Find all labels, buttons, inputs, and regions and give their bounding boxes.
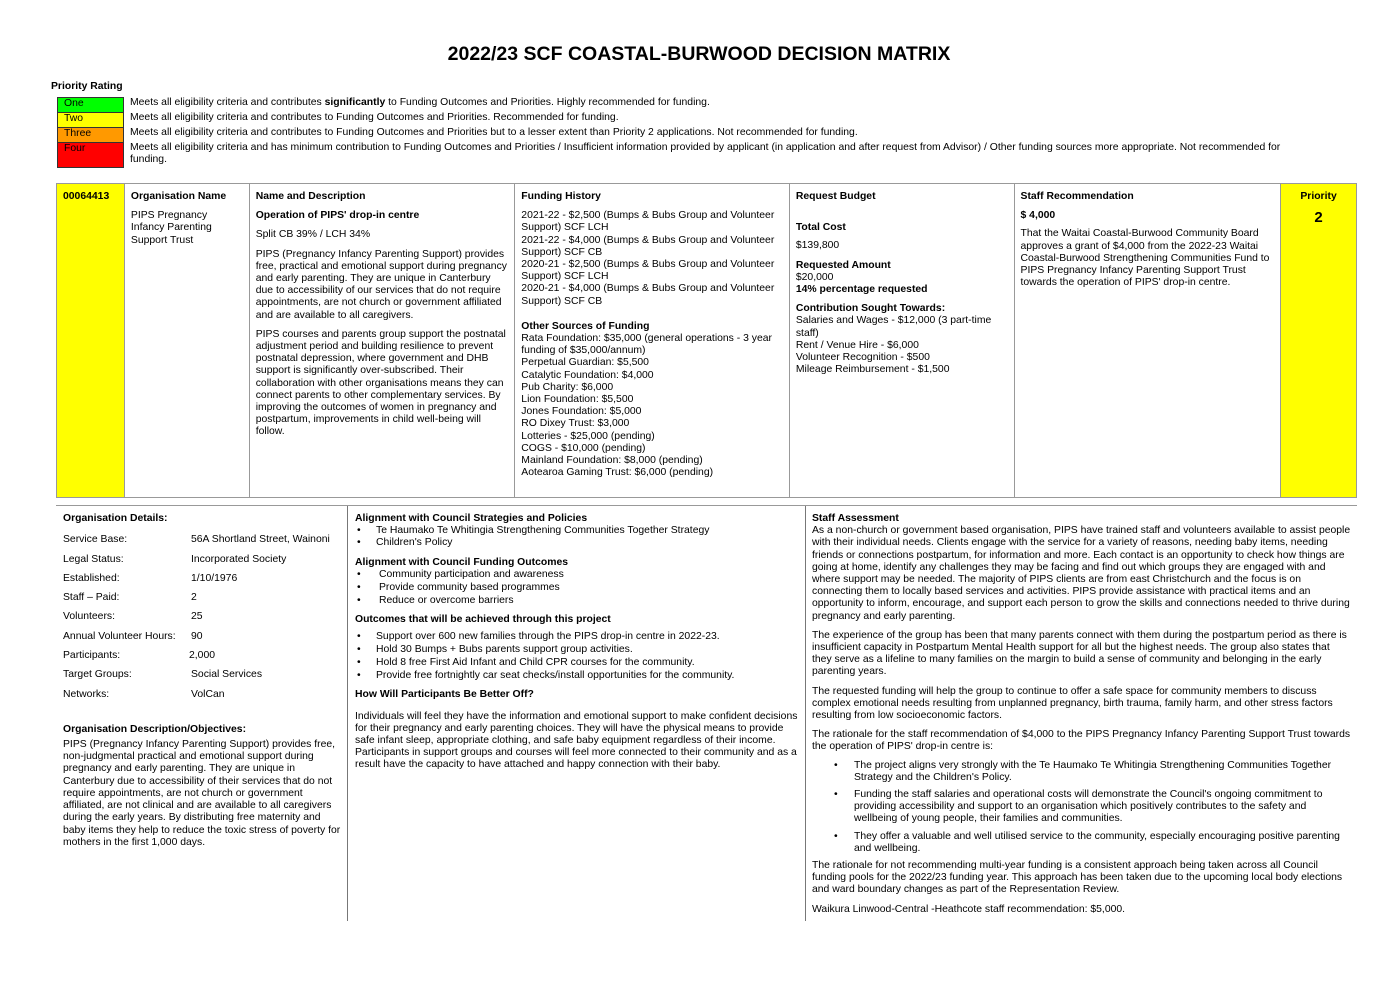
- detail-label: Legal Status:: [63, 553, 124, 565]
- name-description-cell: [250, 184, 516, 497]
- detail-value: 25: [191, 611, 203, 623]
- other-source-item: Catalytic Foundation: $4,000: [521, 369, 654, 381]
- list-item: • Support over 600 new families through the PIPS drop-in centre in 2022-23.: [355, 631, 799, 643]
- organisation-name-cell: [125, 184, 250, 497]
- list-item: • Children's Policy: [355, 537, 799, 549]
- project-description-2: PIPS courses and parents group support the postnatal adjustment period and building resilience to prevent postnatal depression, where government and DHB support is significantly over-subscribed. Their collaboration with other organisations means they can connect parents to other complementary services. By improving the outcomes of women in pregnancy and postpartum, improvements in child well-being will follow.: [255, 328, 506, 438]
- detail-value: 56A Shortland Street, Wainoni: [191, 534, 330, 546]
- legend-text-three: Meets all eligibility criteria and contributes to Funding Outcomes and Priorities but to a lesser extent than Priority 2 applications. Not recommended for funding.: [130, 127, 858, 138]
- alignment-column: [348, 506, 806, 921]
- detail-label: Participants:: [63, 649, 121, 661]
- list-item: • Te Haumako Te Whitingia Strengthening Communities Together Strategy: [355, 525, 799, 537]
- staff-recommendation-text: That the Waitai Coastal-Burwood Community Board approves a grant of $4,000 from the 2022-23 Waitai Coastal-Burwood Strengthening Communities Fund to PIPS Pregnancy Infancy Parenting Support Trust towards the operation of PIPS' drop-in centre.: [1020, 228, 1270, 289]
- other-source-item: Aotearoa Gaming Trust: $6,000 (pending): [521, 467, 714, 479]
- other-source-item: Perpetual Guardian: $5,500: [521, 357, 649, 369]
- request-budget-header: Request Budget: [795, 191, 876, 202]
- other-source-item: Mainland Foundation: $8,000 (pending): [521, 455, 703, 467]
- detail-row: [63, 669, 341, 688]
- funding-history-cell: [515, 184, 790, 497]
- detail-row: [63, 689, 341, 708]
- detail-label: Volunteers:: [63, 611, 115, 623]
- list-item: • Provide free fortnightly car seat checks/install opportunities for the community.: [355, 670, 799, 682]
- legend-color-one: One: [57, 97, 124, 112]
- contribution-item: Rent / Venue Hire - $6,000: [795, 339, 919, 351]
- list-item: • Provide community based programmes: [355, 582, 799, 594]
- legend-text-two: Meets all eligibility criteria and contributes to Funding Outcomes and Priorities. Recommended for funding.: [130, 112, 619, 123]
- funding-history-header: Funding History: [521, 191, 601, 202]
- legend-row-three: [57, 127, 1317, 142]
- rationale-list: [812, 760, 1351, 855]
- priority-header: Priority: [1300, 191, 1337, 202]
- legend-color-four: Four: [57, 142, 124, 168]
- legend-row-two: [57, 112, 1317, 127]
- assessment-paragraph: The experience of the group has been that many parents connect with them during the postpartum period as there is insufficient capacity in Postpartum Mental Health support for all but the highest needs. The group also states that they serve as a lifeline to many families on the margin to build a sense of community and belonging in the early parenting years.: [812, 629, 1347, 678]
- detail-value: 90: [191, 630, 203, 642]
- list-item: • Community participation and awareness: [355, 569, 799, 581]
- detail-label: Annual Volunteer Hours:: [63, 630, 176, 642]
- legend-color-three: Three: [57, 127, 124, 142]
- list-item: • Reduce or overcome barriers: [355, 595, 799, 607]
- project-description-1: PIPS (Pregnancy Infancy Parenting Support) provides free, practical and emotional support during pregnancy and early parenting. They are unique in Canterbury due to accessibility of our services that do not require appointments, are not church or government affiliated and are available to all caregivers.: [255, 248, 507, 321]
- detail-label: Staff – Paid:: [63, 592, 120, 604]
- staff-assessment-column: [806, 506, 1357, 921]
- contribution-header: Contribution Sought Towards:: [795, 303, 946, 315]
- contribution-item: Salaries and Wages - $12,000 (3 part-time staff): [795, 315, 992, 339]
- detail-label: Established:: [63, 572, 120, 584]
- assessment-paragraph: As a non-church or government based organisation, PIPS have trained staff and volunteers available to assist people with their individual needs. Clients engage with the service for a variety of reasons, needing baby items, needing friends or connections postpartum, for information and more. Each contact is an opportunity to check how things are going at home, identify any challenges they may be facing and find out which groups they are engaged with and where support may be needed. The majority of PIPS clients are from east Christchurch and the focus is on connecting them to locally based services and activities. PIPS provide assistance with practical items and an opportunity to inform, encourage, and support each person to grow the skills and connections needed to thrive during pregnancy and early parenting.: [812, 525, 1351, 622]
- detail-label: Networks:: [63, 688, 110, 700]
- detail-row: [63, 554, 341, 573]
- funding-history-item: 2021-22 - $4,000 (Bumps & Bubs Group and Volunteer Support) SCF CB: [521, 234, 775, 258]
- list-item: • They offer a valuable and well utilised service to the community, especially encouraging positive parenting and wellbeing.: [812, 831, 1351, 855]
- list-item: • Funding the staff salaries and operational costs will demonstrate the Council's ongoing commitment to providing accessibility and support to an organisation which positively contributes to the safety and wellbeing of young people, their families and communities.: [812, 789, 1351, 826]
- details-section: [56, 505, 1357, 921]
- assessment-paragraph: Waikura Linwood-Central -Heathcote staff recommendation: $5,000.: [812, 903, 1126, 915]
- better-off-text: Individuals will feel they have the information and emotional support to make confident decisions for their pregnancy and early parenting choices. They will have the physical means to provide safe infant sleep, appropriate clothing, and safe baby equipment regardless of their income. Participants in support groups and courses will feel more connected to their community and as a result have the capacity to have attached and happy connection with their baby.: [355, 710, 798, 771]
- requested-amount-value: $20,000: [795, 271, 834, 283]
- priority-cell: [1281, 184, 1356, 497]
- other-source-item: Jones Foundation: $5,000: [521, 406, 642, 418]
- legend-text-one: Meets all eligibility criteria and contributes significantly to Funding Outcomes and Priorities. Highly recommended for funding.: [130, 97, 710, 108]
- organisation-description: PIPS (Pregnancy Infancy Parenting Support) provides free, non-judgmental practical and emotional support during pregnancy and early parenting. They are unique in Canterbury due to accessibility of their services that do not require appointments, are not church or government affiliated, are not clinical and are available to all caregivers during the early years. By distributing free maternity and baby items they help to reduce the toxic stress of poverty for mothers in the first 1,000 days.: [63, 739, 341, 848]
- assessment-paragraph: The rationale for the staff recommendation of $4,000 to the PIPS Pregnancy Infancy Parenting Support Trust towards the operation of PIPS' drop-in centre is:: [812, 729, 1351, 753]
- priority-legend: [57, 97, 1317, 168]
- detail-value: Incorporated Society: [191, 553, 287, 565]
- requested-amount-label: Requested Amount: [795, 259, 891, 271]
- achieve-header: Outcomes that will be achieved through this project: [355, 614, 611, 626]
- detail-label: Target Groups:: [63, 669, 132, 681]
- detail-value: Social Services: [191, 669, 263, 681]
- list-item: • The project aligns very strongly with the Te Haumako Te Whitingia Strengthening Communities Together Strategy and the Children's Policy.: [812, 760, 1351, 784]
- legend-row-four: [57, 142, 1317, 168]
- staff-recommendation-cell: [1015, 184, 1282, 497]
- detail-label: Service Base:: [63, 534, 128, 546]
- staff-recommendation-header: Staff Recommendation: [1020, 191, 1134, 202]
- organisation-name-header: Organisation Name: [130, 191, 227, 202]
- detail-value: 2,000: [189, 649, 216, 661]
- list-item: • Hold 8 free First Aid Infant and Child CPR courses for the community.: [355, 657, 799, 669]
- funding-history-item: 2021-22 - $2,500 (Bumps & Bubs Group and Volunteer Support) SCF LCH: [521, 210, 775, 234]
- funding-split: Split CB 39% / LCH 34%: [255, 229, 371, 241]
- priority-value: 2: [1314, 209, 1323, 227]
- detail-row: [63, 592, 341, 611]
- staff-assessment-header: Staff Assessment: [812, 513, 899, 524]
- contribution-item: Mileage Reimbursement - $1,500: [795, 364, 950, 376]
- other-source-item: Rata Foundation: $35,000 (general operations - 3 year funding of $35,000/annum): [521, 333, 772, 357]
- other-source-item: Lion Foundation: $5,500: [521, 394, 634, 406]
- legend-text-four: Meets all eligibility criteria and has minimum contribution to Funding Outcomes and Priorities / Insufficient information provided by applicant (in application and after request from Advisor) / Other funding sources more appropriate. Not recommended for funding.: [130, 142, 1281, 166]
- total-cost-value: $139,800: [795, 240, 840, 252]
- detail-row: [63, 631, 341, 650]
- staff-recommendation-amount: $ 4,000: [1020, 210, 1056, 222]
- organisation-name: PIPS Pregnancy Infancy Parenting Support Trust: [130, 210, 212, 246]
- assessment-paragraph: The rationale for not recommending multi-year funding is a consistent approach being taken across all Council funding pools for the 2022/23 funding year. This approach has been taken due to the upcoming local body elections and ward boundary changes as part of the Representation Review.: [812, 860, 1343, 896]
- organisation-details-column: [56, 506, 348, 921]
- request-budget-cell: [790, 184, 1015, 497]
- detail-row: [63, 534, 341, 553]
- detail-row: [63, 650, 341, 669]
- funding-history-item: 2020-21 - $4,000 (Bumps & Bubs Group and Volunteer Support) SCF CB: [521, 283, 775, 307]
- strategies-header: Alignment with Council Strategies and Policies: [355, 513, 588, 524]
- detail-value: 1/10/1976: [191, 572, 238, 584]
- percentage-requested: 14% percentage requested: [795, 284, 928, 296]
- other-source-item: RO Dixey Trust: $3,000: [521, 418, 630, 430]
- total-cost-label: Total Cost: [795, 222, 846, 234]
- other-source-item: Pub Charity: $6,000: [521, 381, 614, 393]
- name-description-header: Name and Description: [255, 191, 366, 202]
- funding-outcomes-header: Alignment with Council Funding Outcomes: [355, 556, 568, 568]
- detail-row: [63, 573, 341, 592]
- list-item: • Hold 30 Bumps + Bubs parents support group activities.: [355, 644, 799, 656]
- funding-history-item: 2020-21 - $2,500 (Bumps & Bubs Group and Volunteer Support) SCF LCH: [521, 259, 775, 283]
- other-source-item: Lotteries - $25,000 (pending): [521, 430, 655, 442]
- achieve-list: [355, 631, 799, 683]
- priority-rating-heading: Priority Rating: [51, 81, 123, 92]
- application-summary-table: [56, 183, 1357, 498]
- application-id-cell: [57, 184, 125, 497]
- detail-value: 2: [191, 592, 197, 604]
- strategies-list: [355, 525, 799, 549]
- project-title: Operation of PIPS' drop-in centre: [255, 210, 420, 222]
- other-source-item: COGS - $10,000 (pending): [521, 442, 646, 454]
- detail-row: [63, 611, 341, 630]
- better-off-header: How Will Participants Be Better Off?: [355, 689, 534, 701]
- organisation-details-header: Organisation Details:: [63, 513, 168, 524]
- other-sources-header: Other Sources of Funding: [521, 320, 650, 332]
- assessment-paragraph: The requested funding will help the group to continue to offer a safe space for community members to discuss complex emotional needs resulting from unplanned pregnancy, birth trauma, family harm, and other stress factors resulting from low socioeconomic factors.: [812, 685, 1333, 722]
- legend-color-two: Two: [57, 112, 124, 127]
- page-title: 2022/23 SCF COASTAL-BURWOOD DECISION MATRIX: [447, 43, 951, 65]
- detail-value: VolCan: [191, 688, 225, 700]
- legend-row-one: [57, 97, 1317, 112]
- contribution-item: Volunteer Recognition - $500: [795, 352, 930, 364]
- application-id: 00064413: [63, 191, 110, 202]
- funding-outcomes-list: [355, 569, 799, 608]
- organisation-description-header: Organisation Description/Objectives:: [63, 723, 247, 735]
